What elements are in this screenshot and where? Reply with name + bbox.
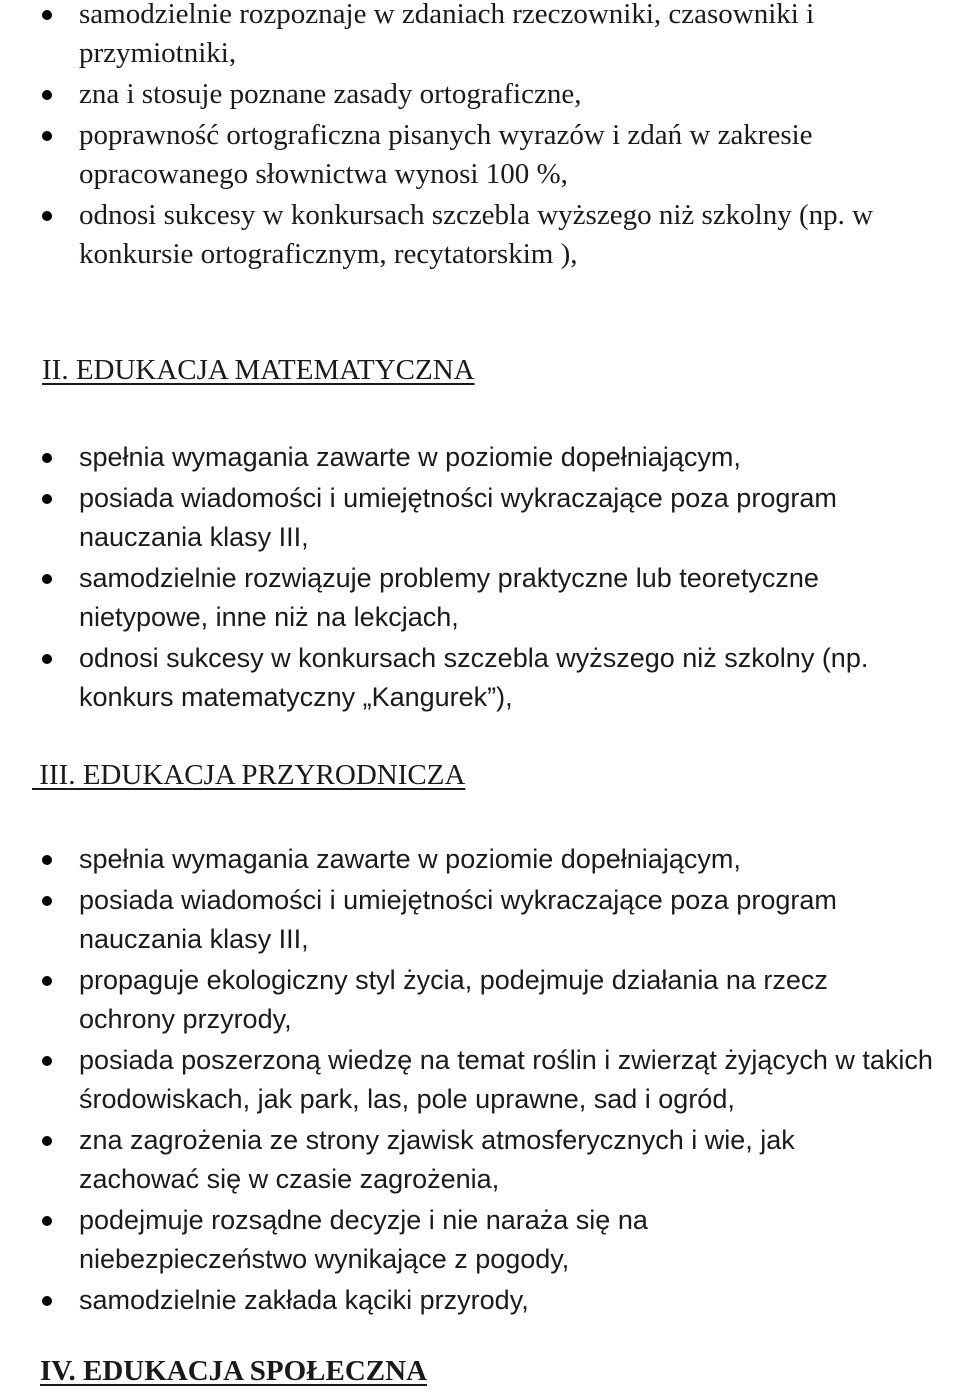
list-item [0, 0, 950, 73]
bullet-icon [42, 1136, 52, 1146]
bullet-icon [42, 1056, 52, 1066]
bullet-icon [42, 896, 52, 906]
list-item-text: samodzielnie rozpoznaje w zdaniach rzeczowniki, czasowniki i przymiotniki, [79, 0, 815, 69]
list-item-text: zna i stosuje poznane zasady ortograficzne, [79, 78, 582, 110]
section2-list [0, 438, 950, 719]
list-item-text: odnosi sukcesy w konkursach szczebla wyższego niż szkolny (np. konkurs matematyczny „Kangurek”), [79, 643, 869, 712]
list-item-text: posiada wiadomości i umiejętności wykraczające poza program nauczania klasy III, [79, 885, 837, 954]
list-item [0, 1201, 958, 1279]
section-heading-matematyczna: II. EDUKACJA MATEMATYCZNA [42, 354, 475, 386]
list-item [0, 438, 950, 477]
bullet-icon [42, 131, 52, 141]
list-item-text: posiada poszerzoną wiedzę na temat roślin i zwierząt żyjących w takich środowiskach, jak park, las, pole uprawne, sad i ogród, [79, 1045, 933, 1114]
list-item-text: poprawność ortograficzna pisanych wyrazów i zdań w zakresie opracowanego słownictwa wynosi 100 %, [79, 119, 813, 190]
list-item [0, 639, 950, 717]
bullet-icon [42, 211, 52, 221]
section-heading-spoleczna: IV. EDUKACJA SPOŁECZNA [40, 1355, 428, 1387]
section1-list [0, 0, 950, 276]
list-item [0, 881, 958, 959]
list-item [0, 840, 958, 879]
list-item-text: samodzielnie zakłada kąciki przyrody, [79, 1285, 529, 1315]
list-item [0, 1121, 958, 1199]
list-item-text: samodzielnie rozwiązuje problemy praktyczne lub teoretyczne nietypowe, inne niż na lekcjach, [79, 563, 819, 632]
bullet-icon [42, 574, 52, 584]
section3-list [0, 840, 958, 1322]
list-item [0, 196, 950, 274]
list-item-text: podejmuje rozsądne decyzje i nie naraża się na niebezpieczeństwo wynikające z pogody, [79, 1205, 648, 1274]
list-item [0, 559, 950, 637]
list-item-text: spełnia wymagania zawarte w poziomie dopełniającym, [79, 442, 741, 472]
list-item [0, 479, 950, 557]
bullet-icon [42, 654, 52, 664]
list-item [0, 116, 950, 194]
bullet-icon [42, 1216, 52, 1226]
list-item [0, 961, 958, 1039]
list-item [0, 1281, 958, 1320]
section-heading-przyrodnicza: III. EDUKACJA PRZYRODNICZA [32, 759, 466, 791]
bullet-icon [42, 90, 52, 100]
bullet-icon [42, 1296, 52, 1306]
bullet-icon [42, 855, 52, 865]
bullet-icon [42, 976, 52, 986]
list-item-text: posiada wiadomości i umiejętności wykraczające poza program nauczania klasy III, [79, 483, 837, 552]
list-item-text: odnosi sukcesy w konkursach szczebla wyższego niż szkolny (np. w konkursie ortograficznym, recytatorskim ), [79, 199, 874, 270]
list-item [0, 1041, 958, 1119]
bullet-icon [42, 453, 52, 463]
bullet-icon [42, 494, 52, 504]
list-item-text: spełnia wymagania zawarte w poziomie dopełniającym, [79, 844, 741, 874]
list-item-text: propaguje ekologiczny styl życia, podejmuje działania na rzecz ochrony przyrody, [79, 965, 828, 1034]
bullet-icon [42, 10, 52, 20]
list-item-text: zna zagrożenia ze strony zjawisk atmosferycznych i wie, jak zachować się w czasie zagrożenia, [79, 1125, 795, 1194]
list-item [0, 75, 950, 114]
